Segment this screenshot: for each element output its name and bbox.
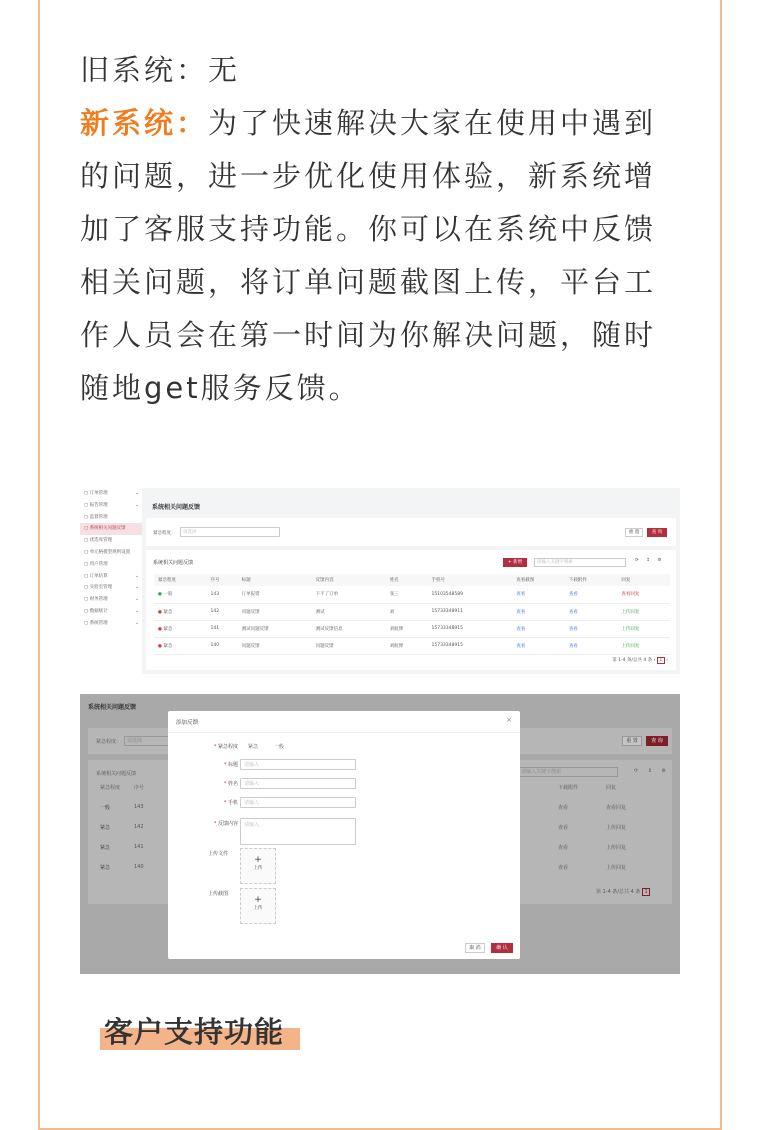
menu-icon: ▢	[84, 491, 90, 496]
sidebar-item[interactable]	[80, 559, 142, 571]
table-cell-download[interactable]: 查看	[568, 609, 578, 615]
add-feedback-modal	[168, 711, 520, 959]
sidebar-item-label: 用户管理	[89, 561, 108, 567]
page-number-button[interactable]: 1	[657, 657, 665, 664]
table-header	[154, 574, 670, 586]
status-dot-icon: ●	[158, 592, 164, 598]
keyword-search-input[interactable]: 请输入关键字搜索	[534, 558, 626, 567]
chevron-down-icon: ⌄	[135, 608, 139, 614]
table-cell-reply[interactable]: 上传回复	[621, 626, 640, 632]
table-cell-level: ● 紧急	[158, 643, 173, 649]
column-header: 查看截图	[516, 578, 535, 583]
new-system-paragraph	[80, 97, 684, 415]
sidebar-item[interactable]	[80, 618, 142, 630]
table-cell-reply[interactable]: 上传回复	[621, 643, 640, 649]
bg-cell-view: 查看	[558, 805, 569, 811]
table-cell-level: ● 紧急	[158, 626, 173, 632]
column-header: 回复	[621, 578, 631, 583]
table-cell-title: 测试问题反馈	[241, 626, 269, 632]
table-cell-view[interactable]: 查看	[516, 609, 526, 615]
caption: 客户支持功能	[104, 1015, 285, 1049]
menu-icon: ▢	[84, 526, 90, 532]
add-button[interactable]: + 新增	[503, 558, 527, 567]
sidebar-item-label: 监督管理	[89, 514, 108, 520]
status-dot-icon: ●	[158, 626, 164, 632]
bg-cell-no: 142	[134, 824, 144, 830]
table-row	[154, 620, 670, 637]
table-cell-reply[interactable]: 上传回复	[621, 609, 640, 615]
table-tool-icons[interactable]: ⟳ ↕ ⚙	[635, 558, 665, 563]
menu-icon: ▢	[84, 597, 90, 603]
add-feedback-screenshot	[80, 694, 680, 974]
bg-query-button: 查 询	[646, 736, 668, 746]
confirm-button[interactable]: 确 认	[491, 943, 513, 953]
menu-icon: ▢	[84, 620, 90, 626]
page-title: 系统相关问题反馈	[152, 504, 201, 511]
menu-icon: ▢	[84, 561, 90, 567]
menu-icon: ▢	[84, 573, 90, 579]
urgency-radio-normal[interactable]: 一般	[274, 744, 285, 750]
content-textarea[interactable]: 请输入	[240, 818, 356, 845]
prev-page-icon[interactable]: ‹	[653, 658, 656, 663]
table-cell-view[interactable]: 查看	[516, 626, 526, 632]
menu-icon: ▢	[84, 608, 90, 614]
phone-form-label: * 手机	[223, 800, 238, 806]
bg-cell-reply: 上传回复	[606, 845, 627, 851]
title-input[interactable]: 请输入	[240, 759, 356, 770]
bg-cell-view: 查看	[558, 845, 569, 851]
file-upload-text: 上传	[253, 866, 263, 871]
modal-title: 添加反馈	[176, 720, 199, 726]
bg-col-reply: 回复	[606, 785, 617, 791]
name-input[interactable]: 请输入	[240, 778, 356, 789]
column-header: 反馈内容	[315, 578, 334, 583]
query-button[interactable]: 查 询	[647, 528, 667, 537]
bg-col-no: 序号	[134, 785, 145, 791]
chevron-down-icon: ⌄	[135, 597, 139, 603]
bg-tool-icons: ⟳ ↕ ⚙	[634, 768, 671, 774]
screenshot-upload-button[interactable]	[240, 888, 276, 924]
bg-cell-level: 一般	[100, 805, 111, 811]
sidebar	[80, 488, 142, 674]
bg-page-title: 系统相关问题反馈	[88, 704, 137, 711]
sidebar-item[interactable]	[80, 571, 142, 583]
table-cell-level: ● 一般	[158, 592, 173, 598]
article-text	[80, 44, 684, 415]
old-system-line	[80, 44, 684, 97]
bg-cell-level: 紧急	[100, 865, 111, 871]
table-cell-content: 问题反馈	[315, 643, 334, 649]
bg-urgency-label: 紧急程度：	[96, 739, 122, 745]
cancel-button[interactable]: 取 消	[465, 943, 485, 953]
chevron-down-icon: ⌄	[135, 502, 139, 508]
bg-cell-level: 紧急	[100, 845, 111, 851]
column-header: 手机号	[431, 578, 445, 583]
bg-cell-no: 140	[134, 864, 144, 870]
sidebar-item[interactable]	[80, 606, 142, 618]
sidebar-item[interactable]	[80, 594, 142, 606]
main-area	[146, 488, 680, 674]
bg-urgency-select: 请选择	[124, 736, 184, 746]
chevron-down-icon: ⌄	[135, 491, 139, 496]
sidebar-item-label: 单元格模型规则设置	[89, 549, 131, 555]
name-form-label: * 姓名	[223, 781, 238, 787]
bg-col-level: 紧急程度	[100, 785, 121, 791]
sidebar-item[interactable]	[80, 523, 142, 535]
table-cell-name: 刘	[389, 609, 395, 615]
table-title: 系统相关问题反馈	[153, 560, 194, 566]
feedback-list-screenshot	[80, 488, 680, 674]
file-upload-button[interactable]	[240, 848, 276, 884]
bg-cell-level: 紧急	[100, 825, 111, 831]
table-cell-no: 141	[210, 626, 220, 631]
table-cell-download[interactable]: 查看	[568, 643, 578, 649]
table-cell-name: 刘航博	[389, 643, 404, 649]
table-row	[154, 603, 670, 620]
bg-cell-reply: 查看回复	[606, 805, 627, 811]
table-cell-title: 订单报错	[241, 592, 260, 598]
search-panel	[146, 518, 676, 546]
table-cell-view[interactable]: 查看	[516, 643, 526, 649]
menu-icon: ▢	[84, 585, 90, 591]
urgency-select[interactable]: 请选择	[180, 527, 280, 537]
column-header: 姓名	[389, 578, 399, 583]
urgency-radio-urgent[interactable]: 紧急	[248, 744, 259, 750]
status-dot-icon: ●	[158, 609, 164, 615]
feedback-table	[154, 574, 670, 655]
bg-keyword-input: 请输入关键字搜索	[518, 767, 618, 777]
table-cell-reply[interactable]: 查看回复	[621, 592, 640, 598]
table-cell-view[interactable]: 查看	[516, 592, 526, 598]
table-cell-name: 张三	[389, 592, 399, 598]
table-row	[154, 586, 670, 603]
table-cell-download[interactable]: 查看	[568, 592, 578, 598]
pagination-summary: 第 1-4 条/总共 4 条	[612, 658, 653, 663]
sidebar-item[interactable]	[80, 535, 142, 547]
table-cell-no: 142	[210, 609, 220, 614]
sidebar-item[interactable]	[80, 500, 142, 512]
column-header: 标题	[241, 578, 251, 583]
table-cell-no: 140	[210, 643, 220, 648]
table-cell-no: 143	[210, 591, 220, 597]
next-page-icon[interactable]: ›	[666, 658, 668, 663]
sidebar-item-label: 订单管理	[89, 491, 108, 496]
screenshot-upload-label: 上传截图	[208, 891, 229, 897]
table-cell-content: 下不了订单	[315, 592, 339, 598]
plus-icon: +	[254, 895, 262, 905]
sidebar-item[interactable]	[80, 582, 142, 594]
table-cell-level: ● 紧急	[158, 609, 173, 615]
pagination	[612, 657, 668, 664]
bg-cell-no: 141	[134, 844, 144, 850]
menu-icon: ▢	[84, 502, 90, 508]
close-icon[interactable]: ×	[506, 716, 512, 724]
bg-table-title: 系统相关问题反馈	[96, 771, 137, 777]
new-system-label: 新系统：	[80, 106, 209, 140]
bg-pagination-summary: 第 1-4 条/总共 4 条	[596, 889, 641, 895]
chevron-down-icon: ⌄	[135, 573, 139, 579]
sidebar-item-label: 系统相关问题反馈	[89, 526, 126, 532]
column-header: 序号	[210, 578, 220, 583]
table-cell-content: 测试反馈信息	[315, 626, 343, 632]
table-cell-phone: 15733348915	[431, 643, 463, 648]
urgency-form-label: * 紧急程度	[213, 744, 238, 750]
table-cell-title: 问题反馈	[241, 643, 260, 649]
menu-icon: ▢	[84, 549, 90, 555]
screenshot-upload-text: 上传	[253, 906, 263, 911]
old-system-label: 旧系统：	[80, 53, 209, 87]
chevron-down-icon: ⌄	[135, 585, 139, 591]
plus-icon: +	[254, 855, 262, 865]
bg-cell-no: 143	[134, 804, 144, 810]
urgency-label: 紧急程度：	[153, 531, 176, 536]
sidebar-item-label: 财务管理	[89, 597, 108, 603]
menu-icon: ▢	[84, 514, 90, 520]
sidebar-item-label: 实验室管理	[89, 585, 113, 591]
title-form-label: * 标题	[223, 762, 238, 768]
table-cell-content: 测试	[315, 609, 325, 615]
reset-button[interactable]: 重 置	[625, 528, 643, 537]
column-header: 下载附件	[568, 578, 587, 583]
bg-col-download: 下载附件	[558, 785, 579, 791]
bg-cell-reply: 上传回复	[606, 825, 627, 831]
table-cell-name: 刘航博	[389, 626, 404, 632]
bg-pagination	[596, 888, 650, 896]
table-cell-title: 问题反馈	[241, 609, 260, 615]
new-system-description: 为了快速解决大家在使用中遇到的问题，进一步优化使用体验，新系统增加了客服支持功能。你可以在系统中反馈相关问题，将订单问题截图上传，平台工作人员会在第一时间为你解决问题，随时随地get服务反馈。	[80, 106, 657, 405]
bg-cell-view: 查看	[558, 825, 569, 831]
sidebar-item-label: 报告管理	[89, 502, 108, 508]
table-row	[154, 637, 670, 654]
bg-reset-button: 重 置	[622, 736, 642, 746]
table-cell-phone: 15733348911	[431, 609, 463, 614]
table-cell-phone: 15733348915	[431, 626, 463, 631]
menu-icon: ▢	[84, 538, 90, 544]
table-cell-phone: 15103548589	[431, 591, 463, 597]
phone-input[interactable]: 请输入	[240, 797, 356, 808]
sidebar-item-label: 系统管理	[89, 620, 108, 626]
modal-divider	[168, 732, 520, 733]
bg-cell-view: 查看	[558, 865, 569, 871]
sidebar-item-label: 订单结算	[89, 573, 108, 579]
chevron-down-icon: ⌄	[135, 620, 139, 626]
column-header: 紧急程度	[158, 578, 176, 583]
content-form-label: * 反馈内容	[213, 821, 238, 827]
sidebar-item[interactable]	[80, 488, 142, 500]
sidebar-item[interactable]	[80, 547, 142, 559]
file-upload-label: 上传文件	[208, 851, 229, 857]
sidebar-item-label: 数据统计	[89, 608, 108, 614]
sidebar-item[interactable]	[80, 512, 142, 524]
table-panel	[146, 550, 676, 670]
bg-cell-reply: 上传回复	[606, 865, 627, 871]
old-system-value: 无	[208, 53, 241, 87]
table-cell-download[interactable]: 查看	[568, 626, 578, 632]
bg-page-number: 1	[642, 888, 650, 896]
status-dot-icon: ●	[158, 643, 164, 649]
sidebar-item-label: 优选库管理	[89, 538, 113, 544]
